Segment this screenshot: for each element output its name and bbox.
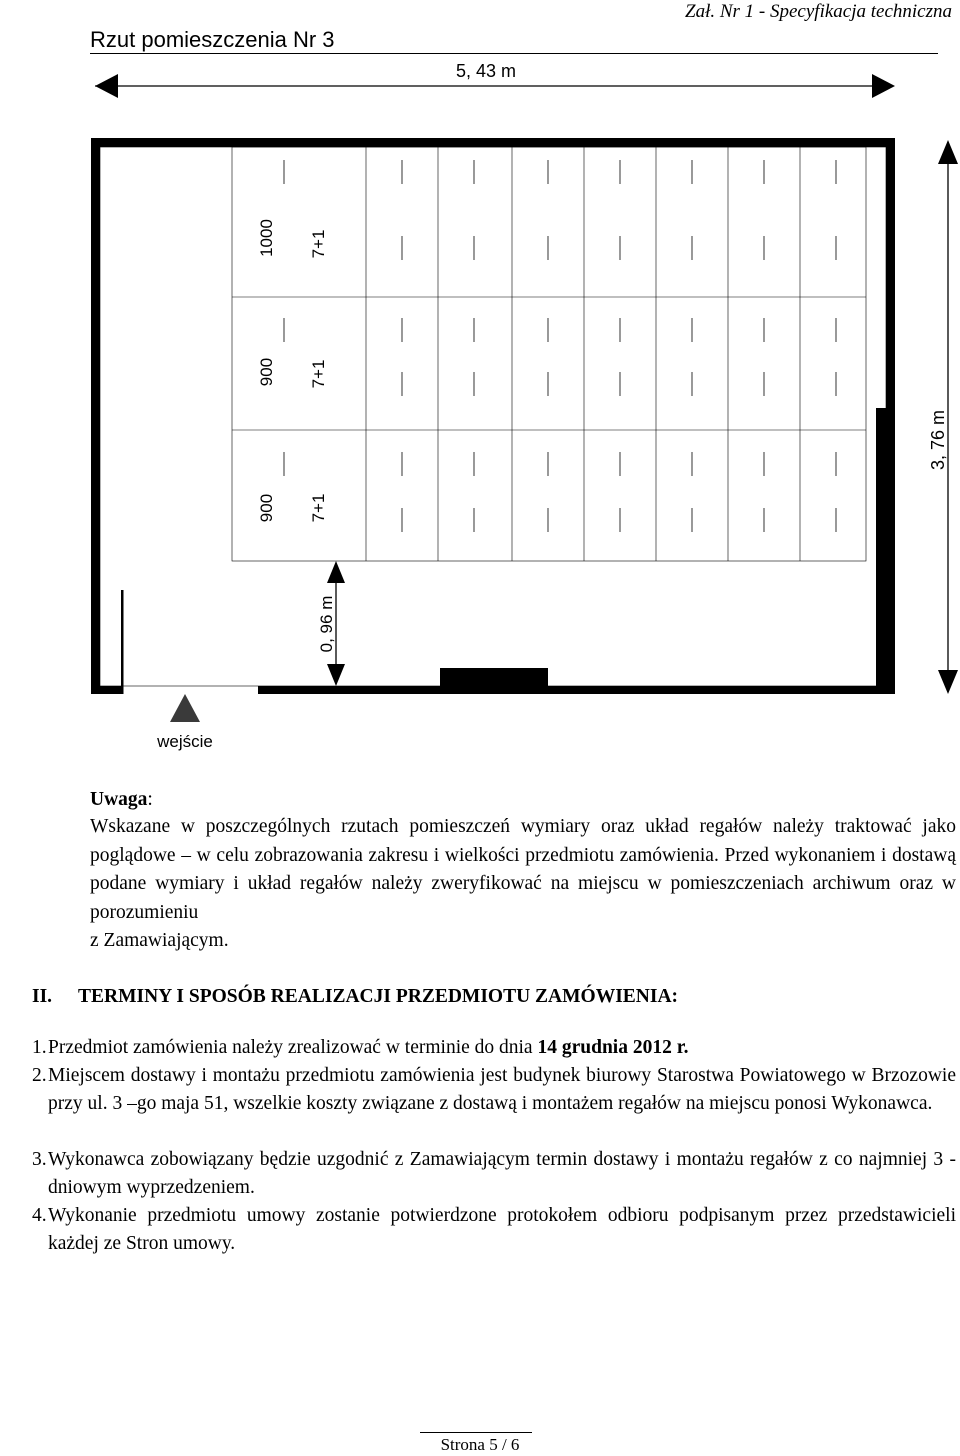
entrance-label: wejście: [157, 732, 213, 751]
section-number: II.: [32, 986, 53, 1007]
shelf-row-2-config: 7+1: [309, 359, 328, 389]
list-item-text: [48, 1034, 956, 1062]
shelf-row-3-height: 900: [257, 493, 276, 523]
shelf-row-3-config: 7+1: [309, 493, 328, 523]
list-item-text-plain: Przedmiot zamówienia należy zrealizować w terminie do dnia: [48, 1037, 538, 1058]
list-item-text: Miejscem dostawy i montażu przedmiotu zamówienia jest budynek biurowy Starostwa Powiatowego w Brzozowie przy ul. 3 –go maja 51, wszelkie koszty związane z dostawą i montażem regałów na miejscu ponosi Wykonawca.: [48, 1065, 956, 1114]
list-item: [32, 1034, 956, 1062]
footer-rule: [420, 1432, 532, 1433]
section-heading: [32, 983, 678, 1011]
note-text-last: z Zamawiającym.: [90, 930, 229, 951]
list-item: [32, 1202, 956, 1258]
width-dimension-label: 5, 43 m: [455, 61, 517, 81]
height-dimension-label: 3, 76 m: [928, 409, 948, 471]
shelf-row-1-height: 1000: [257, 219, 276, 257]
attachment-header: Zał. Nr 1 - Specyfikacja techniczna: [685, 1, 952, 22]
note-text: [90, 813, 956, 956]
list-item-text-tail: .: [683, 1037, 689, 1058]
list-item-number: 4.: [32, 1205, 47, 1226]
list-item-text: Wykonawca zobowiązany będzie uzgodnić z Zamawiającym termin dostawy i montażu regałów z co najmniej 3 - dniowym wyprzedzeniem.: [48, 1149, 956, 1198]
note-label: [90, 786, 153, 814]
shelf-dividers: [284, 160, 836, 532]
shelf-row-2-height: 900: [257, 357, 276, 387]
list-item: [32, 1062, 956, 1118]
page-number: Strona 5 / 6: [440, 1435, 520, 1454]
list-item-number: 1.: [32, 1037, 47, 1058]
list-item-text-bold: 14 grudnia 2012 r: [537, 1037, 684, 1058]
list-item-number: 2.: [32, 1065, 47, 1086]
note-label-bold: Uwaga: [90, 789, 148, 810]
entrance-triangle-icon: [170, 694, 200, 722]
note-label-colon: :: [147, 789, 153, 810]
aisle-dimension-label: 0, 96 m: [317, 595, 336, 653]
section-title: TERMINY I SPOSÓB REALIZACJI PRZEDMIOTU ZAMÓWIENIA:: [78, 986, 679, 1007]
list-item-text: Wykonanie przedmiotu umowy zostanie potwierdzone protokołem odbioru podpisanym przez przedstawicieli każdej ze Stron umowy.: [48, 1205, 956, 1254]
inner-wall-line: [100, 147, 886, 686]
shelf-row-1-config: 7+1: [309, 229, 328, 259]
room-walls: [91, 138, 895, 694]
room-title: Rzut pomieszczenia Nr 3: [90, 27, 335, 52]
list-item-number: 3.: [32, 1149, 47, 1170]
list-item: [32, 1146, 956, 1202]
note-text-main: Wskazane w poszczególnych rzutach pomieszczeń wymiary oraz układ regałów należy traktować jako poglądowe – w celu zobrazowania zakresu i wielkości przedmiotu zamówienia. Przed wykonaniem i dostawą podane wymiary i układ regałów należy zweryfikować na miejscu w pomieszczeniach archiwum oraz w porozumieniu: [90, 816, 956, 923]
